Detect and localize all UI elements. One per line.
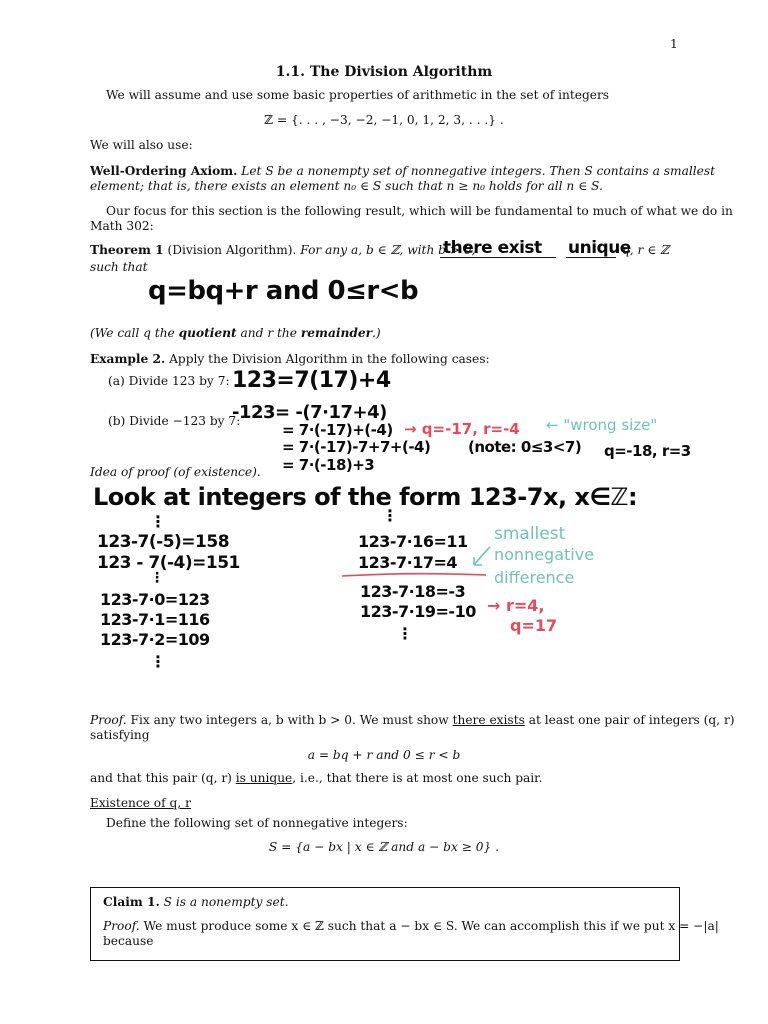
well-ordering-label: Well-Ordering Axiom. (90, 164, 238, 178)
proof-equation: a = bq + r and 0 ≤ r < b (307, 748, 461, 762)
red-result-line2: q=17 (510, 616, 558, 635)
red-result-line1: → r=4, (487, 596, 545, 615)
claim-text: S is a nonempty set. (163, 895, 289, 909)
page-number: 1 (670, 37, 678, 51)
proof-line3a: and that this pair (q, r) (90, 771, 236, 785)
hand-right-line4: 123-7·19=-10 (360, 602, 476, 621)
theorem-blank2-underline (566, 257, 616, 258)
example-b-hand-line3: = 7·(-17)-7+7+(-4) (282, 438, 431, 456)
remark (90, 326, 381, 340)
hand-left-line2: 123 - 7(-4)=151 (97, 553, 240, 573)
set-S-definition: S = {a − bx | x ∈ ℤ and a − bx ≥ 0} . (268, 840, 500, 854)
example-b-hand-teal: ← "wrong size" (546, 416, 658, 434)
hand-right-dots-top: ⋮ (382, 506, 398, 525)
hand-left-line1: 123-7(-5)=158 (97, 532, 230, 552)
example-text: Apply the Division Algorithm in the following cases: (169, 352, 490, 366)
hand-left-line3: 123-7·0=123 (100, 590, 210, 609)
focus-line1: Our focus for this section is the following result, which will be fundamental to much of what we do in (106, 204, 733, 218)
hand-left-line5: 123-7·2=109 (100, 630, 210, 649)
proof-line1b: at least one pair of integers (q, r) (524, 713, 735, 727)
theorem-blank1-handwritten: there exist (443, 238, 542, 258)
teal-note-line2: nonnegative (494, 545, 595, 564)
teal-note-line3: difference (494, 568, 575, 587)
example-b: (b) Divide −123 by 7: (108, 414, 241, 428)
example-b-hand-line1: -123= -(7·17+4) (232, 402, 387, 423)
hand-look-at-integers: Look at integers of the form 123-7x, x∈ℤ: (93, 483, 638, 511)
hand-right-line1: 123-7·16=11 (358, 532, 468, 551)
hand-left-dots-mid: ⋮ (150, 570, 164, 586)
theorem-blank2-handwritten: unique (568, 238, 631, 258)
claim-proof-label: Proof. (103, 919, 140, 933)
integers-set: ℤ = {. . . , −3, −2, −1, 0, 1, 2, 3, . . .} . (264, 113, 504, 127)
existence-heading: Existence of q, r (90, 796, 191, 810)
well-ordering-text2: element; that is, there exists an element n₀ ∈ S such that n ≥ n₀ holds for all n ∈ S. (90, 179, 603, 193)
example-b-hand-note: (note: 0≤3<7) (468, 438, 582, 456)
claim-proof-line1 (103, 919, 719, 933)
well-ordering-text1: Let S be a nonempty set of nonnegative integers. Then S contains a smallest (241, 164, 716, 178)
hand-left-line4: 123-7·1=116 (100, 610, 210, 629)
intro-text: We will assume and use some basic properties of arithmetic in the set of integers (106, 88, 610, 102)
hand-left-dots-top: ⋮ (150, 512, 166, 531)
teal-note-line1: smallest (494, 524, 566, 544)
example-a-handwritten: 123=7(17)+4 (232, 368, 391, 393)
proof-label: Proof. (90, 713, 127, 727)
theorem-paren: (Division Algorithm). (167, 243, 297, 257)
define-text: Define the following set of nonnegative integers: (106, 816, 408, 830)
proof-line2: satisfying (90, 728, 150, 742)
well-ordering-line1 (90, 164, 715, 178)
hand-left-dots-bottom: ⋮ (150, 652, 166, 671)
example-heading (90, 352, 490, 366)
theorem-line (90, 243, 476, 257)
remark-mid: and r the (236, 326, 301, 340)
claim-heading (103, 895, 289, 909)
proof-line3b: , i.e., that there is at most one such pair. (292, 771, 543, 785)
claim-proof-text: We must produce some x ∈ ℤ such that a − bx ∈ S. We can accomplish this if we put x = −|a| (143, 919, 719, 933)
example-b-hand-red: → q=-17, r=-4 (404, 420, 520, 438)
proof-line3 (90, 771, 543, 785)
theorem-blank1-underline (440, 257, 556, 258)
idea-of-proof: Idea of proof (of existence). (90, 465, 261, 479)
example-b-hand-line4: = 7·(-18)+3 (282, 456, 375, 474)
hand-right-line2: 123-7·17=4 (358, 553, 458, 572)
remark-remainder: remainder (300, 326, 373, 340)
proof-line1a: Fix any two integers a, b with b > 0. We must show (130, 713, 453, 727)
claim-proof-line2: because (103, 934, 154, 948)
theorem-handwritten-equation: q=bq+r and 0≤r<b (148, 276, 419, 306)
red-divider-line (340, 570, 490, 580)
hand-right-line3: 123-7·18=-3 (360, 582, 466, 601)
theorem-text: For any a, b ∈ ℤ, with b > 0, (300, 243, 476, 257)
remark-pre: (We call q the (90, 326, 179, 340)
example-a: (a) Divide 123 by 7: (108, 374, 230, 388)
focus-line2: Math 302: (90, 219, 154, 233)
remark-post: .) (372, 326, 381, 340)
example-label: Example 2. (90, 352, 166, 366)
claim-label: Claim 1. (103, 895, 160, 909)
example-b-hand-qr: q=-18, r=3 (604, 442, 691, 460)
teal-arrow-icon (470, 545, 494, 569)
theorem-end: q, r ∈ ℤ (622, 243, 670, 257)
remark-quotient: quotient (178, 326, 237, 340)
proof-is-unique: is unique (235, 771, 293, 785)
also-use-text: We will also use: (90, 138, 193, 152)
section-title: 1.1. The Division Algorithm (275, 64, 493, 80)
theorem-label: Theorem 1 (90, 243, 164, 257)
proof-line1 (90, 713, 735, 727)
hand-right-dots-bottom: ⋮ (397, 624, 413, 643)
theorem-line2: such that (90, 260, 148, 274)
proof-there-exists: there exists (452, 713, 525, 727)
example-b-hand-line2: = 7·(-17)+(-4) (282, 421, 393, 439)
